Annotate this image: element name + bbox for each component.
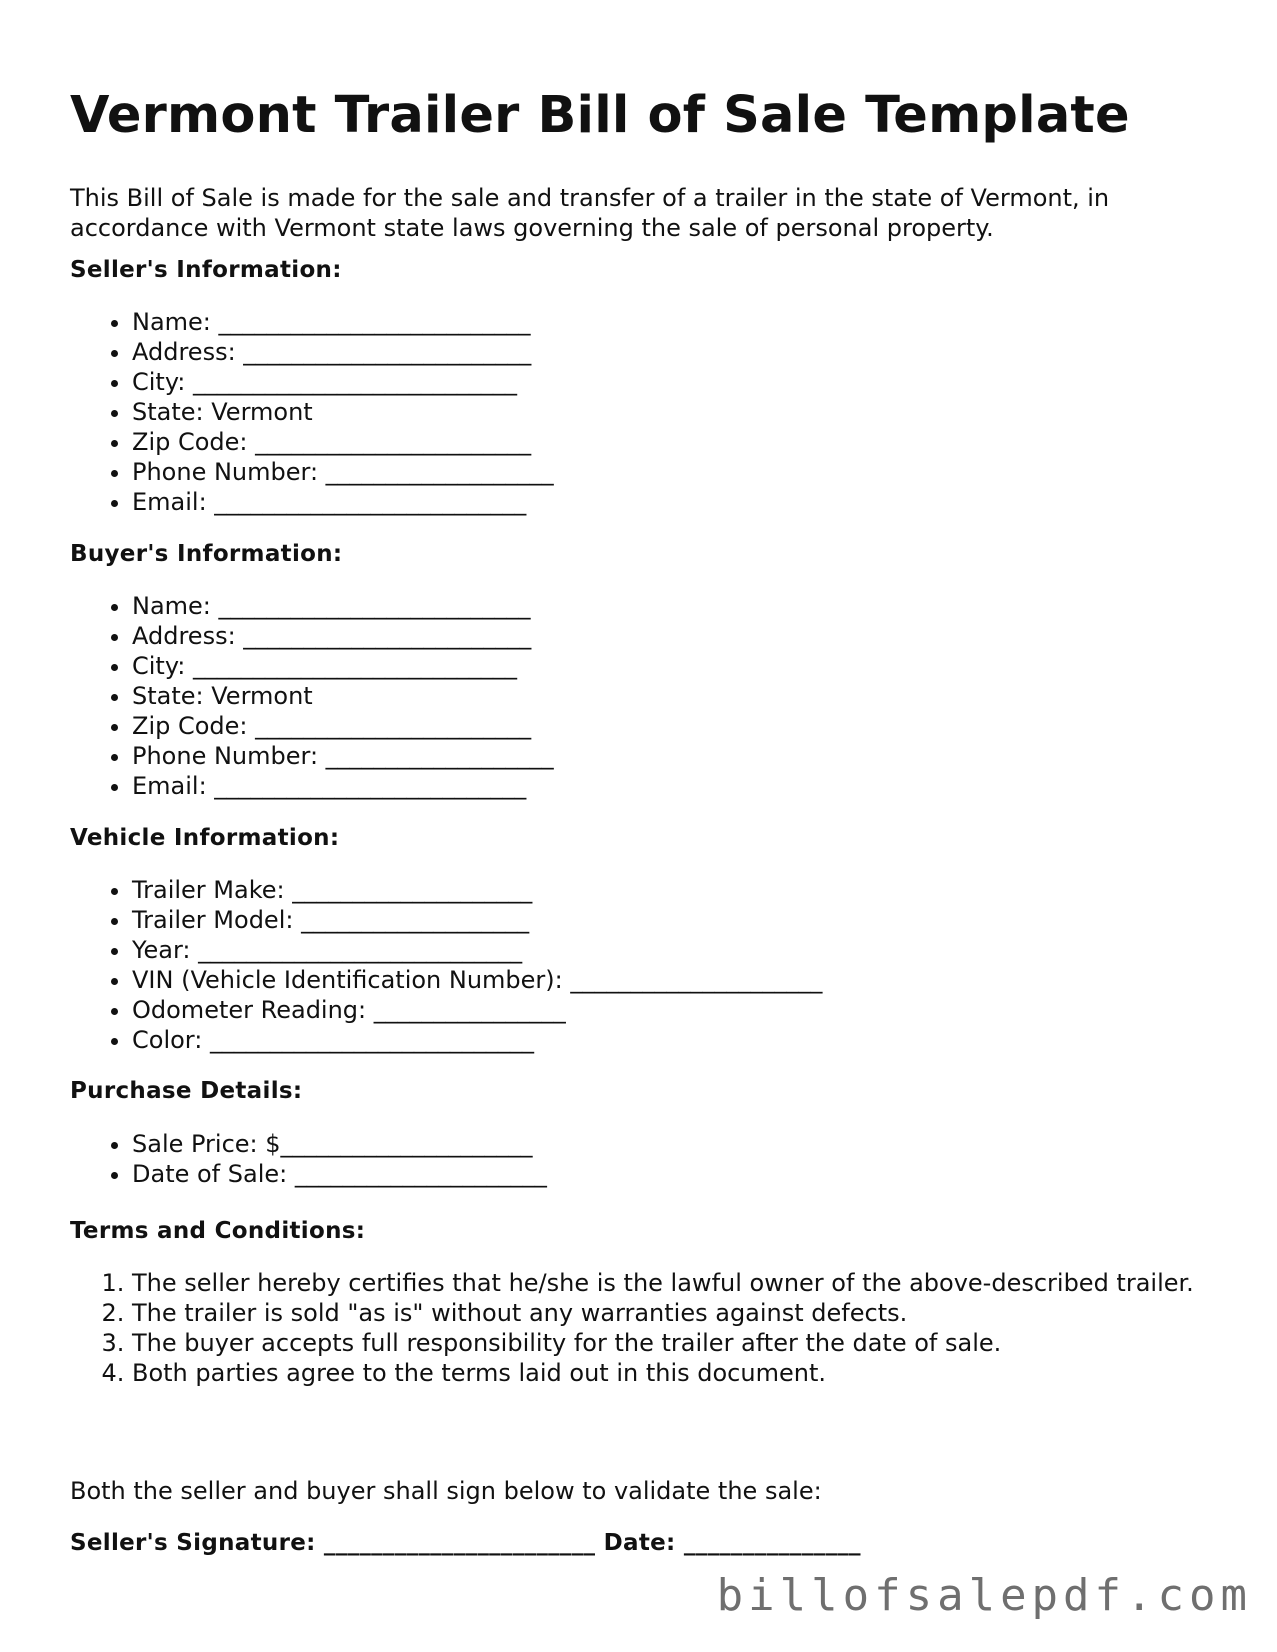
terms-item: 2. The trailer is sold "as is" without any warranties against defects.: [132, 1298, 1217, 1328]
seller-fields-list: [70, 307, 554, 517]
buyer-heading: Buyer's Information:: [70, 541, 343, 567]
odometer-field[interactable]: • Odometer Reading: ________________: [132, 995, 822, 1025]
intro-paragraph: This Bill of Sale is made for the sale and transfer of a trailer in the state of Vermont, in accordance with Vermont state laws governing the sale of personal property.: [70, 184, 1110, 242]
seller-address-field[interactable]: • Address: ________________________: [132, 337, 554, 367]
trailer-make-field[interactable]: • Trailer Make: ____________________: [132, 875, 822, 905]
terms-item: 1. The seller hereby certifies that he/she is the lawful owner of the above-described trailer.: [132, 1268, 1217, 1298]
terms-heading: Terms and Conditions:: [70, 1218, 366, 1244]
date-of-sale-field[interactable]: • Date of Sale: _____________________: [132, 1159, 547, 1189]
vehicle-fields-list: [70, 875, 822, 1055]
purchase-heading: Purchase Details:: [70, 1078, 303, 1104]
seller-city-field[interactable]: • City: ___________________________: [132, 367, 554, 397]
purchase-fields-list: [70, 1129, 547, 1189]
buyer-email-field[interactable]: • Email: __________________________: [132, 771, 554, 801]
seller-heading: Seller's Information:: [70, 257, 342, 283]
buyer-address-field[interactable]: • Address: ________________________: [132, 621, 554, 651]
vehicle-heading: Vehicle Information:: [70, 825, 340, 851]
seller-phone-field[interactable]: • Phone Number: ___________________: [132, 457, 554, 487]
terms-item: 3. The buyer accepts full responsibility for the trailer after the date of sale.: [132, 1328, 1217, 1358]
buyer-name-field[interactable]: • Name: __________________________: [132, 591, 554, 621]
color-field[interactable]: • Color: ___________________________: [132, 1025, 822, 1055]
buyer-state-field: • State: Vermont: [132, 681, 554, 711]
trailer-model-field[interactable]: • Trailer Model: ___________________: [132, 905, 822, 935]
seller-zip-field[interactable]: • Zip Code: _______________________: [132, 427, 554, 457]
buyer-phone-field[interactable]: • Phone Number: ___________________: [132, 741, 554, 771]
seller-state-field: • State: Vermont: [132, 397, 554, 427]
document-title: Vermont Trailer Bill of Sale Template: [70, 86, 1130, 145]
seller-email-field[interactable]: • Email: __________________________: [132, 487, 554, 517]
closing-statement: Both the seller and buyer shall sign below to validate the sale:: [70, 1477, 822, 1505]
buyer-fields-list: [70, 591, 554, 801]
watermark-logo: billofsalepdf.com: [716, 1570, 1252, 1621]
trailer-year-field[interactable]: • Year: ___________________________: [132, 935, 822, 965]
buyer-zip-field[interactable]: • Zip Code: _______________________: [132, 711, 554, 741]
seller-signature-line[interactable]: Seller's Signature: _______________________ Date: _______________: [70, 1530, 861, 1556]
sale-price-field[interactable]: • Sale Price: $_____________________: [132, 1129, 547, 1159]
terms-item: 4. Both parties agree to the terms laid out in this document.: [132, 1358, 1217, 1388]
terms-list: [70, 1268, 1217, 1388]
seller-name-field[interactable]: • Name: __________________________: [132, 307, 554, 337]
vin-field[interactable]: • VIN (Vehicle Identification Number): _____________________: [132, 965, 822, 995]
buyer-city-field[interactable]: • City: ___________________________: [132, 651, 554, 681]
